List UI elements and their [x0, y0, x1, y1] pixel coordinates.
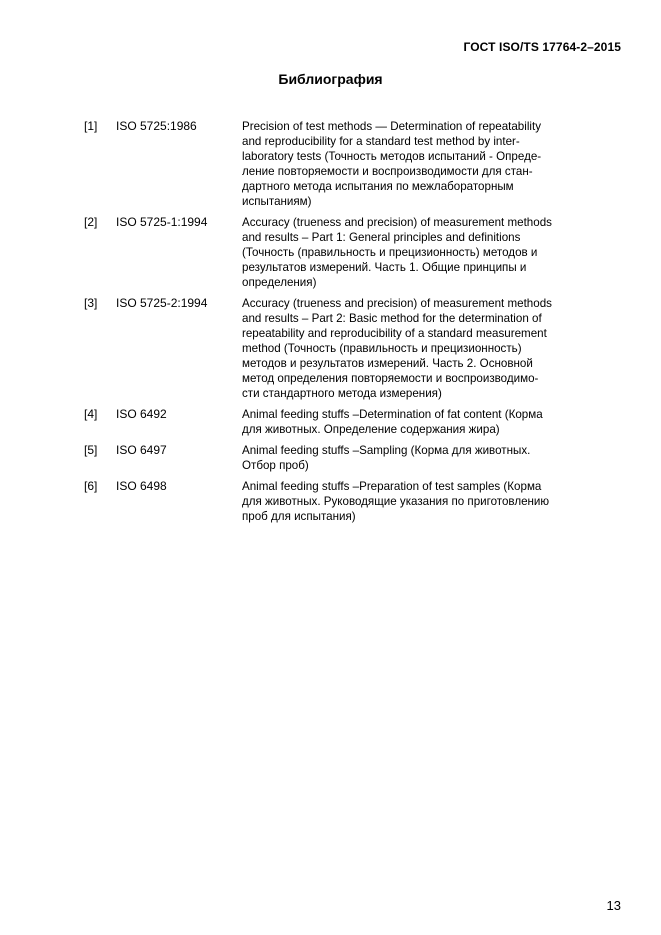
reference-description: Accuracy (trueness and precision) of measurement methods and results – Part 2: Basic method for the determination of repeatability and reproducibility of a standard measurement method (Точность (правильность и прецизионность) методов и результатов измерений. Часть 2. Основной метод определения повторяемости и воспроизводимо- сти стандартного метода измерения): [242, 297, 552, 400]
bibliography-entry: [84, 296, 604, 401]
reference-description: Animal feeding stuffs –Preparation of test samples (Корма для животных. Руководящие указания по приготовлению проб для испытания): [242, 480, 550, 523]
reference-number: [1]: [84, 119, 98, 133]
bibliography-entry: [84, 119, 604, 209]
reference-description: Accuracy (trueness and precision) of measurement methods and results – Part 1: General principles and definitions (Точность (правильность и прецизионность) методов и результатов измерений. Часть 1. Общие принципы и определения): [242, 216, 552, 289]
reference-number: [4]: [84, 407, 98, 421]
page-title: Библиография: [278, 71, 383, 87]
bibliography-entry: [84, 407, 604, 437]
reference-code: ISO 5725-1:1994: [116, 215, 208, 229]
reference-number: [6]: [84, 479, 98, 493]
reference-number: [3]: [84, 296, 98, 310]
reference-code: ISO 6492: [116, 407, 167, 421]
reference-code: ISO 6498: [116, 479, 167, 493]
document-header-code: ГОСТ ISO/TS 17764-2–2015: [463, 40, 621, 54]
page-number: 13: [606, 898, 621, 913]
bibliography-entry: [84, 215, 604, 290]
bibliography-entry: [84, 443, 604, 473]
reference-code: ISO 6497: [116, 443, 167, 457]
reference-description: Precision of test methods — Determination of repeatability and reproducibility for a standard test method by inter- laboratory tests (Точность методов испытаний - Опреде- ление повторяемости и воспроизводимости для стан- дартного метода испытания по межлабораторным испытаниям): [242, 120, 542, 208]
reference-description: Animal feeding stuffs –Sampling (Корма для животных. Отбор проб): [242, 444, 531, 472]
reference-number: [5]: [84, 443, 98, 457]
reference-code: ISO 5725-2:1994: [116, 296, 208, 310]
reference-number: [2]: [84, 215, 98, 229]
reference-code: ISO 5725:1986: [116, 119, 197, 133]
bibliography-list: [84, 119, 604, 530]
reference-description: Animal feeding stuffs –Determination of fat content (Корма для животных. Определение содержания жира): [242, 408, 543, 436]
bibliography-entry: [84, 479, 604, 524]
